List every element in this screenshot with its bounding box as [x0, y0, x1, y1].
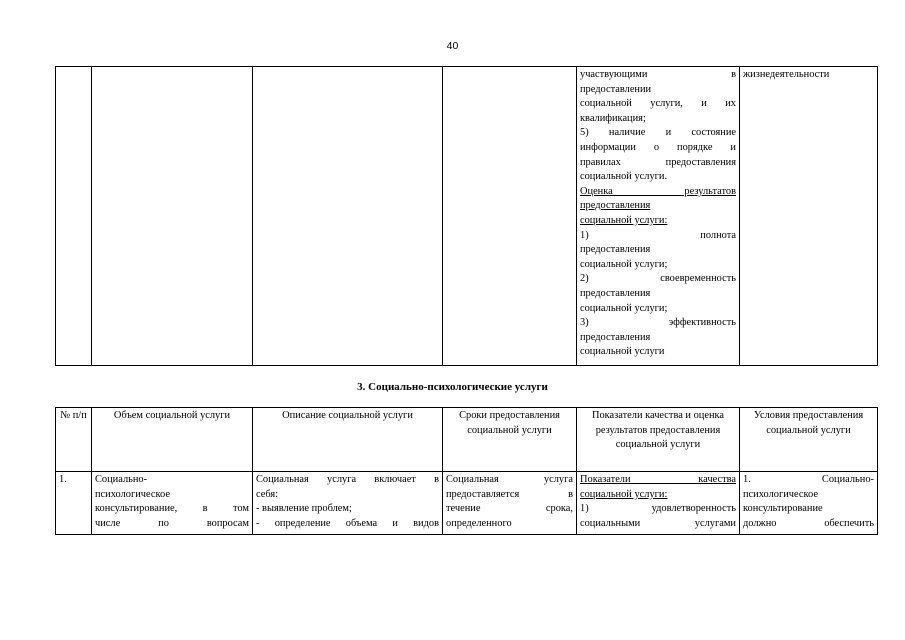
text-line: 3) эффективность	[580, 317, 736, 329]
table-row	[56, 472, 878, 535]
cell-num	[56, 67, 92, 366]
text-line: себя:	[256, 488, 279, 500]
text-line: течение срока,	[446, 503, 573, 515]
row-indicators	[577, 472, 740, 535]
header-volume: Объем социальной услуги	[92, 408, 253, 472]
text-line: числе по вопросам	[95, 517, 249, 529]
text-line: социальными услугами	[580, 517, 736, 529]
cell-conditions	[740, 67, 878, 366]
text-line: 5) наличие и состояние	[580, 127, 736, 139]
text-line: предоставления	[580, 244, 651, 256]
header-conditions: Условия предоставления социальной услуги	[740, 408, 878, 472]
text-line: Социально-	[95, 474, 148, 485]
indicators-text	[580, 473, 736, 531]
text-line: социальной услуги;	[580, 258, 668, 270]
text-line: 1) полнота	[580, 229, 736, 241]
row-conditions	[740, 472, 878, 535]
table-row	[56, 67, 878, 366]
header-indicators: Показатели качества и оценка результатов предоставления социальной услуги	[577, 408, 740, 472]
text-line: определенного	[446, 517, 512, 529]
text-line: Социальная услуга включает в	[256, 474, 439, 485]
header-terms: Сроки предоставления социальной услуги	[443, 408, 577, 472]
text-line: предоставлении	[580, 83, 652, 95]
row-terms	[443, 472, 577, 535]
section-title: 3. Социально-психологические услуги	[357, 381, 548, 393]
text-line: - определение объема и видов	[256, 517, 439, 529]
continued-services-table	[55, 66, 878, 366]
text-line: - выявление проблем;	[256, 503, 352, 515]
cell-description	[253, 67, 443, 366]
header-row	[56, 408, 878, 472]
description-text	[256, 473, 439, 531]
row-volume	[92, 472, 253, 535]
text-line: должно обеспечить	[743, 517, 874, 529]
text-line: психологическое	[743, 488, 818, 500]
text-line: социальной услуги.	[580, 171, 668, 183]
text-line: Показатели качества	[580, 474, 736, 485]
text-line: социальной услуги:	[580, 214, 668, 226]
row-description	[253, 472, 443, 535]
text-line: консультирование	[743, 503, 823, 515]
indicators-text	[580, 68, 736, 360]
conditions-text	[743, 473, 874, 531]
text-line: социальной услуги	[580, 346, 665, 358]
text-line: предоставления	[580, 331, 651, 343]
text-line: психологическое	[95, 488, 170, 500]
terms-text	[446, 473, 573, 531]
cell-indicators	[577, 67, 740, 366]
text-line: предоставления	[580, 287, 651, 299]
volume-text	[95, 473, 249, 531]
text-line: информации о порядке и	[580, 141, 736, 153]
row-num: 1.	[56, 472, 92, 535]
text-line: социальной услуги:	[580, 488, 668, 500]
text-line: Социальная услуга	[446, 474, 573, 485]
text-line: 1) удовлетворенность	[580, 503, 736, 515]
text-line: предоставления	[580, 200, 651, 212]
social-psychological-services-table	[55, 407, 878, 535]
header-description: Описание социальной услуги	[253, 408, 443, 472]
conditions-text: жизнедеятельности	[743, 69, 830, 80]
text-line: 1. Социально-	[743, 474, 874, 485]
header-num: № п/п	[56, 408, 92, 472]
text-line: социальной услуги, и их	[580, 98, 736, 110]
text-line: предоставляется в	[446, 488, 573, 500]
cell-terms	[443, 67, 577, 366]
text-line: квалификация;	[580, 112, 646, 124]
text-line: участвующими в	[580, 69, 736, 80]
text-line: социальной услуги;	[580, 302, 668, 314]
text-line: Оценка результатов	[580, 185, 736, 197]
cell-volume	[92, 67, 253, 366]
text-line: правилах предоставления	[580, 156, 736, 168]
text-line: 2) своевременность	[580, 273, 736, 285]
text-line: консультирование, в том	[95, 503, 249, 515]
page-number: 40	[446, 40, 459, 52]
